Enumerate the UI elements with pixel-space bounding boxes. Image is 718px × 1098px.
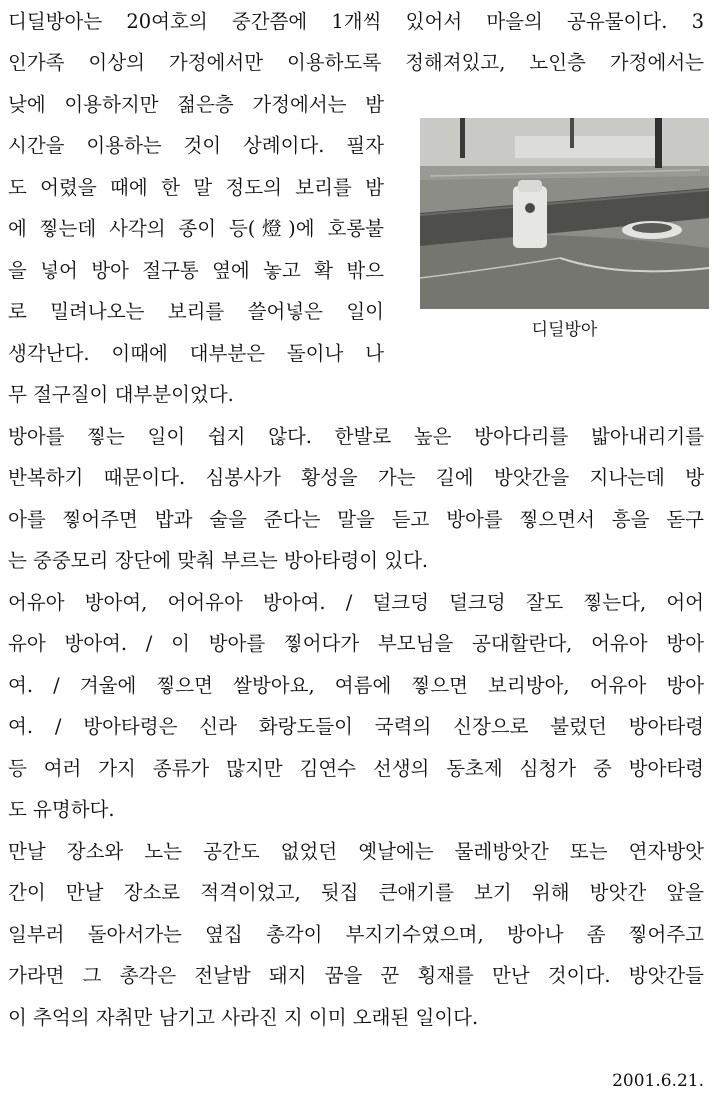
text-line: 유아 방아여. / 이 방아를 찧어다가 부모님을 공대할란다, 어유아 방아 [8,632,704,655]
text-line: 는 중중모리 장단에 맞춰 부르는 방아타령이 있다. [8,549,429,572]
text-line: 이 추억의 자취만 남기고 사라진 지 이미 오래된 일이다. [8,1006,479,1029]
text-line: 로 밀려나오는 보리를 쓸어넣은 일이 [8,300,384,323]
text-line: 디딜방아는 20여호의 중간쯤에 1개씩 있어서 마을의 공유물이다. 3 [8,10,704,33]
text-line: 가라면 그 총각은 전날밤 돼지 꿈을 꾼 횡재를 만난 것이다. 방앗간들 [8,964,704,987]
text-line: 무 절구질이 대부분이었다. [8,383,234,406]
text-line: 생각난다. 이때에 대부분은 돌이나 나 [8,342,384,365]
text-line: 일부러 돌아서가는 옆집 총각이 부지기수였으며, 방아나 좀 찧어주고 [8,923,704,946]
text-line: 도 유명하다. [8,798,115,821]
text-line: 을 넣어 방아 절구통 옆에 놓고 확 밖으 [8,259,384,282]
photo-caption: 디딜방아 [531,320,598,340]
date-stamp: 2001.6.21. [612,1071,704,1091]
text-line: 간이 만날 장소로 적격이었고, 뒷집 큰애기를 보기 위해 방앗간 앞을 [8,881,704,904]
text-line: 에 찧는데 사각의 종이 등(燈)에 호롱불 [8,217,384,240]
foot-mill-photo [420,118,709,309]
text-line: 어유아 방아여, 어어유아 방아여. / 덜크덩 덜크덩 잘도 찧는다, 어어 [8,591,704,614]
text-line: 여. / 방아타령은 신라 화랑도들이 국력의 신장으로 불렀던 방아타령 [8,715,704,738]
text-line: 낮에 이용하지만 젊은층 가정에서는 밤 [8,93,384,116]
text-line: 만날 장소와 노는 공간도 없었던 옛날에는 물레방앗간 또는 연자방앗 [8,840,704,863]
text-line: 아를 찧어주면 밥과 술을 준다는 말을 듣고 방아를 찧으면서 흥을 돋구 [8,508,704,531]
text-line: 시간을 이용하는 것이 상례이다. 필자 [8,134,384,157]
text-line: 방아를 찧는 일이 쉽지 않다. 한발로 높은 방아다리를 밟아내리기를 [8,425,704,448]
text-line: 반복하기 때문이다. 심봉사가 황성을 가는 길에 방앗간을 지나는데 방 [8,466,704,489]
text-line: 여. / 겨울에 찧으면 쌀방아요, 여름에 찧으면 보리방아, 어유아 방아 [8,674,704,697]
text-line: 도 어렸을 때에 한 말 정도의 보리를 밤 [8,176,384,199]
text-line: 등 여러 가지 종류가 많지만 김연수 선생의 동초제 심청가 중 방아타령 [8,757,704,780]
text-line: 인가족 이상의 가정에서만 이용하도록 정해져있고, 노인층 가정에서는 [8,51,704,74]
